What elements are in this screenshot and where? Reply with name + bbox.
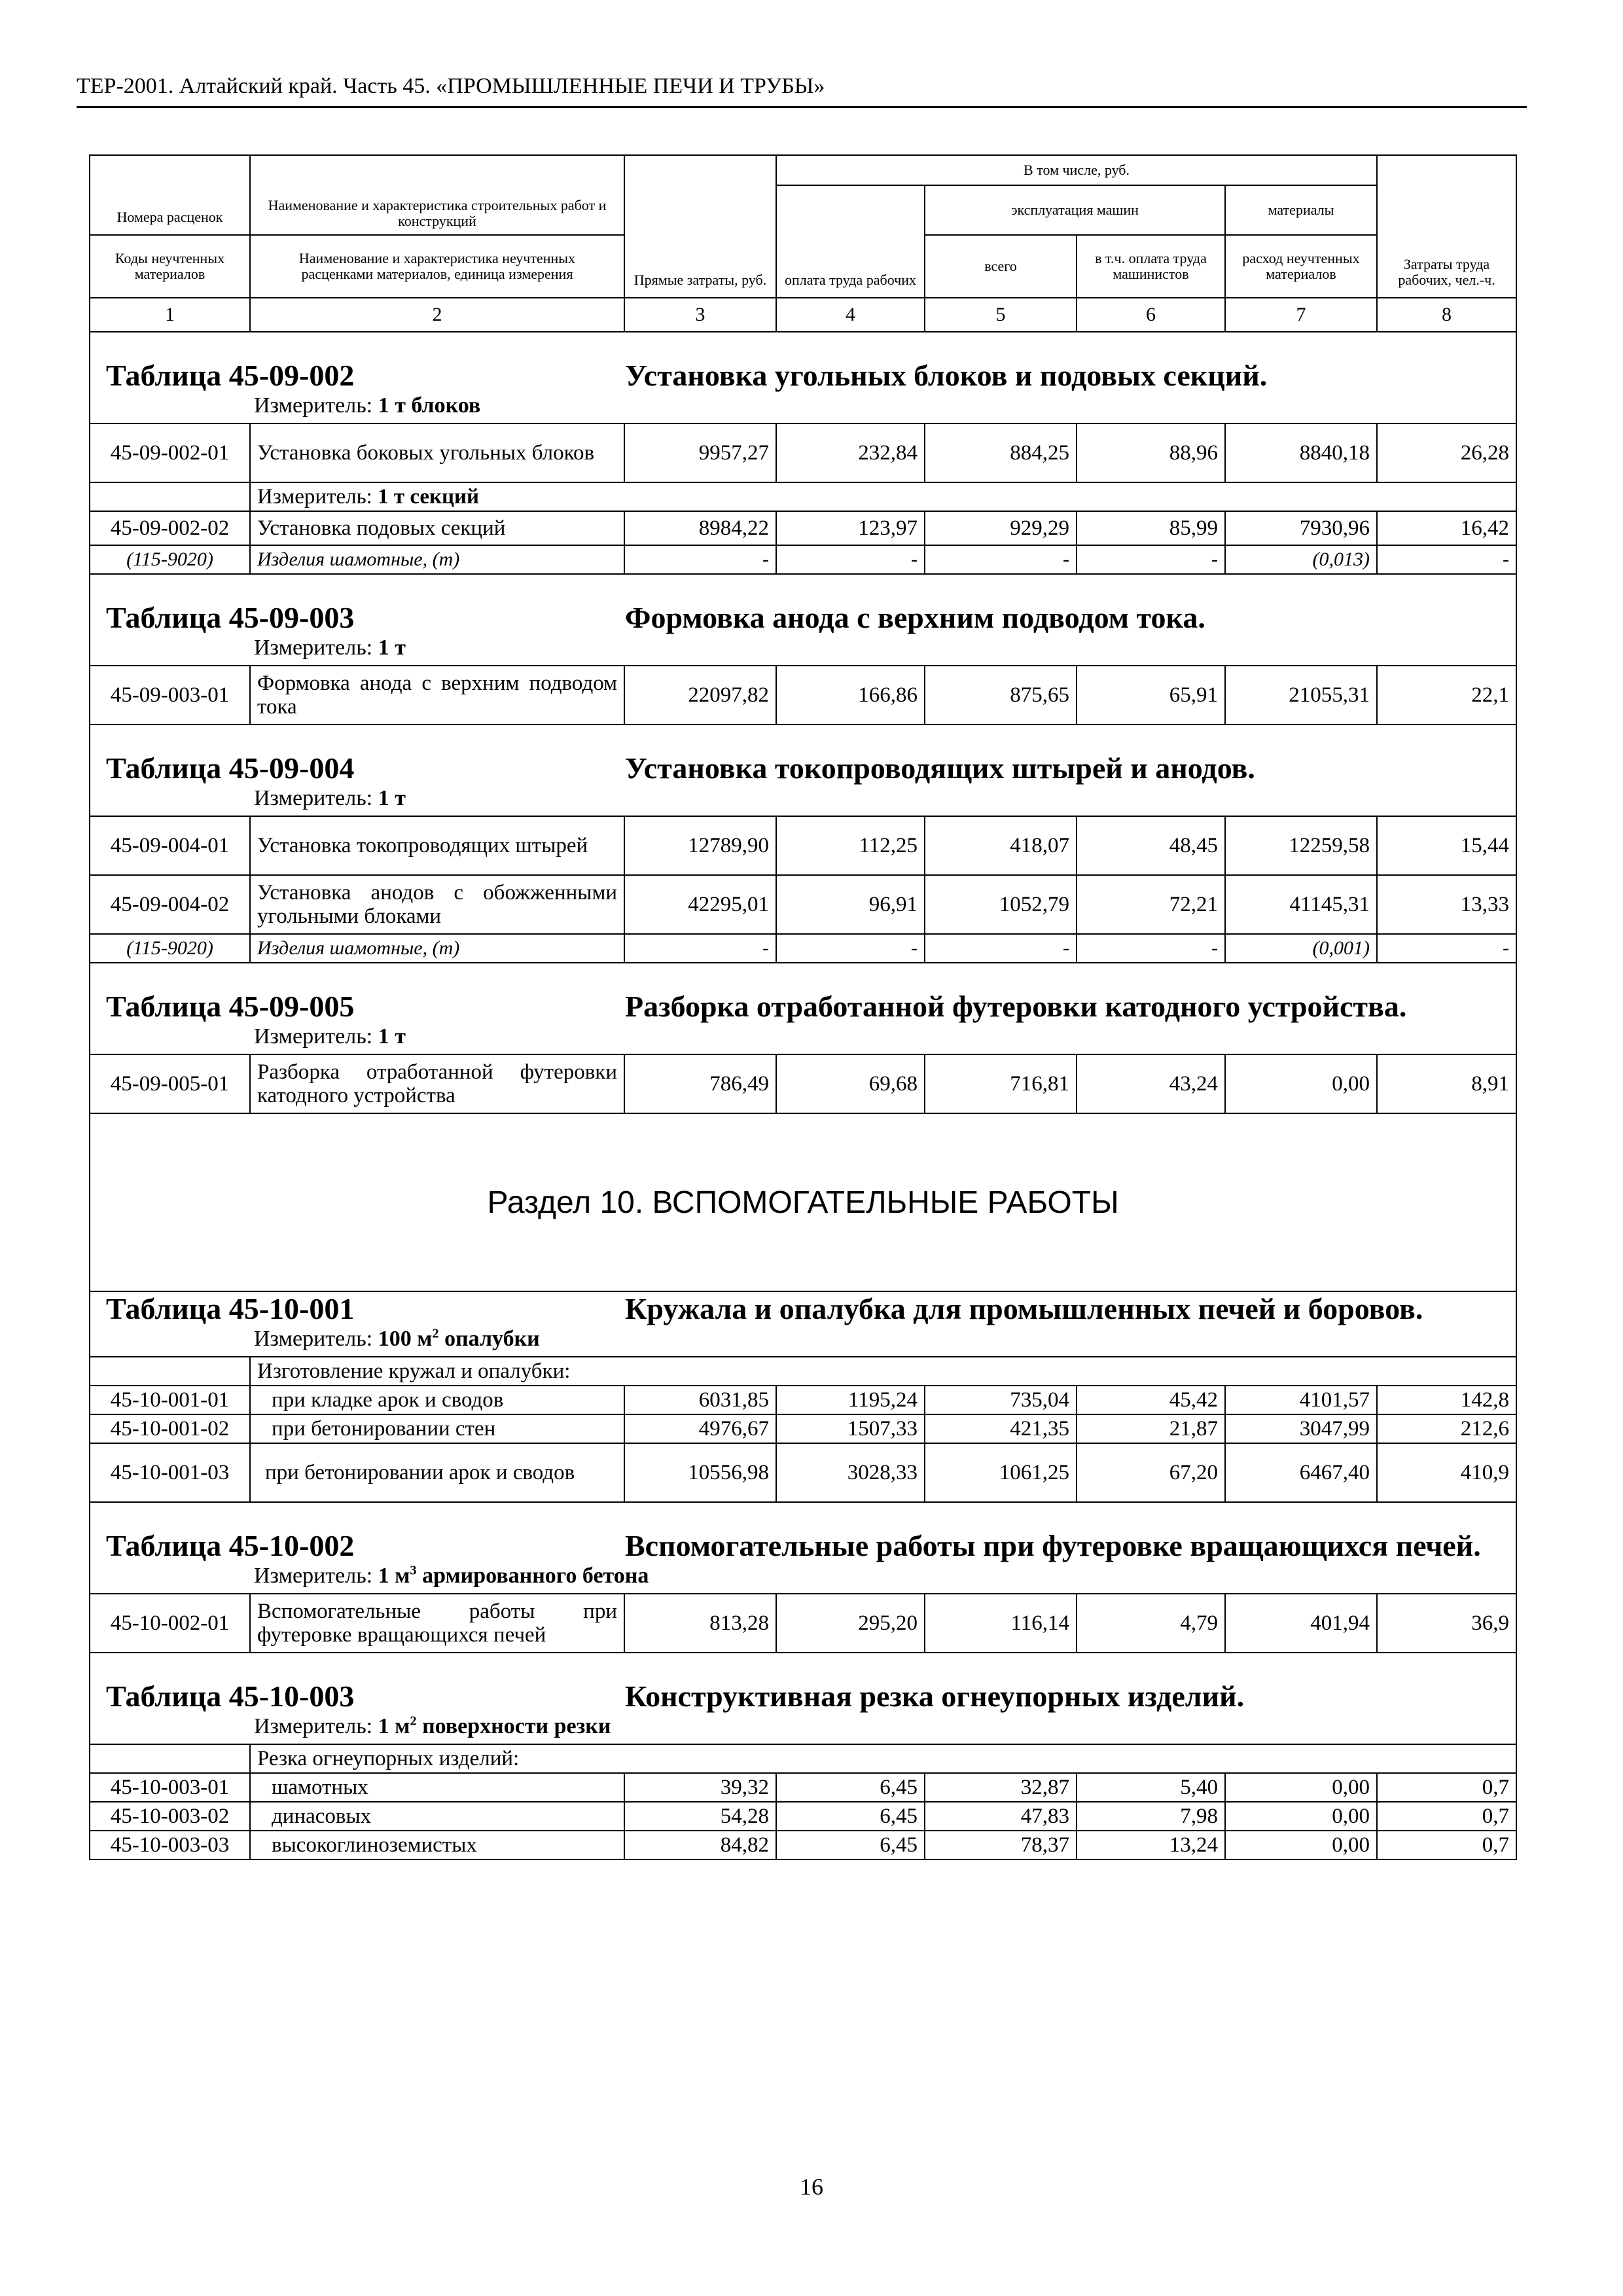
table-row (90, 1414, 1516, 1443)
cell-code: 45-10-003-01 (90, 1773, 250, 1802)
cell-materials: 401,94 (1225, 1594, 1377, 1653)
cell-machinists-pay: 72,21 (1077, 875, 1225, 934)
cell-name: Установка подовых секций (250, 511, 624, 545)
header-name-top: Наименование и характеристика строительных работ и конструкций (250, 155, 624, 235)
header-codes-bottom: Коды неучтенных материалов (90, 235, 250, 298)
cell-name: Установка токопроводящих штырей (250, 816, 624, 875)
cell-name: шамотных (250, 1773, 624, 1802)
cell-code: 45-09-005-01 (90, 1054, 250, 1113)
cell-labor-pay: - (776, 545, 925, 574)
table-title-block (90, 1502, 1516, 1594)
cell-labor-pay: 3028,33 (776, 1443, 925, 1502)
cell-machines-total: 116,14 (925, 1594, 1077, 1653)
measure-unit: Измеритель: 1 т блоков (254, 393, 481, 418)
table-title-block (90, 725, 1516, 816)
cell-machinists-pay: 5,40 (1077, 1773, 1225, 1802)
cell-labor-hours: 16,42 (1377, 511, 1516, 545)
section-title: Раздел 10. ВСПОМОГАТЕЛЬНЫЕ РАБОТЫ (90, 1113, 1516, 1291)
cell-code: (115-9020) (90, 545, 250, 574)
col-number: 6 (1077, 298, 1225, 332)
cell-direct-costs: - (624, 545, 776, 574)
table-row (90, 1443, 1516, 1502)
cell-labor-pay: - (776, 934, 925, 963)
cell-code: 45-10-003-03 (90, 1831, 250, 1859)
cell-direct-costs: 813,28 (624, 1594, 776, 1653)
table-number: Таблица 45-10-002 (106, 1529, 355, 1562)
cell-machines-total: - (925, 545, 1077, 574)
cell-machines-total: 735,04 (925, 1386, 1077, 1414)
cell-labor-hours: 13,33 (1377, 875, 1516, 934)
table-name: Установка токопроводящих штырей и анодов. (625, 751, 1255, 785)
cell-machines-total: 929,29 (925, 511, 1077, 545)
page-number: 16 (800, 2174, 823, 2200)
col-number: 5 (925, 298, 1077, 332)
table-number: Таблица 45-09-002 (106, 359, 355, 392)
cell-labor-pay: 6,45 (776, 1831, 925, 1859)
cell-direct-costs: 8984,22 (624, 511, 776, 545)
cell-machinists-pay: 67,20 (1077, 1443, 1225, 1502)
measure-unit: Измеритель: 1 т (254, 786, 406, 810)
cell-labor-pay: 1195,24 (776, 1386, 925, 1414)
cell-code: 45-10-001-02 (90, 1414, 250, 1443)
table-number: Таблица 45-10-001 (106, 1292, 355, 1325)
measure-unit: Измеритель: 1 $м^3$ армированного бетона (254, 1563, 649, 1588)
cell-code: 45-10-002-01 (90, 1594, 250, 1653)
header-labor-pay: оплата труда рабочих (776, 185, 925, 298)
table-number: Таблица 45-09-004 (106, 751, 355, 785)
header-materials-unaccounted: расход неучтенных материалов (1225, 235, 1377, 298)
cell-labor-hours: 26,28 (1377, 423, 1516, 482)
header-direct: Прямые затраты, руб. (624, 155, 776, 298)
cell-labor-hours: 22,1 (1377, 666, 1516, 725)
cell-name: Разборка отработанной футеровки катодного устройства (250, 1054, 624, 1113)
cell-machinists-pay: 13,24 (1077, 1831, 1225, 1859)
cell-machinists-pay: 48,45 (1077, 816, 1225, 875)
col-number: 7 (1225, 298, 1377, 332)
cell-labor-pay: 295,20 (776, 1594, 925, 1653)
header-codes-top: Номера расценок (90, 155, 250, 235)
cell-direct-costs: 12789,90 (624, 816, 776, 875)
table-row (90, 816, 1516, 875)
cell-machinists-pay: 43,24 (1077, 1054, 1225, 1113)
measure-unit: Измеритель: 1 т (254, 1024, 406, 1049)
cell-code: 45-10-001-01 (90, 1386, 250, 1414)
cell-labor-pay: 123,97 (776, 511, 925, 545)
table-row-material (90, 545, 1516, 574)
cell-direct-costs: - (624, 934, 776, 963)
cell-machinists-pay: 88,96 (1077, 423, 1225, 482)
table-row (90, 1773, 1516, 1802)
cell-name: при бетонировании стен (250, 1414, 624, 1443)
cell-direct-costs: 39,32 (624, 1773, 776, 1802)
col-number: 4 (776, 298, 925, 332)
cell-machines-total: 32,87 (925, 1773, 1077, 1802)
table-title-block (90, 574, 1516, 666)
cell-machines-total: 78,37 (925, 1831, 1077, 1859)
cell-materials: 0,00 (1225, 1802, 1377, 1831)
cell-materials: (0,013) (1225, 545, 1377, 574)
cell-direct-costs: 42295,01 (624, 875, 776, 934)
table-number: Таблица 45-09-005 (106, 990, 355, 1023)
header-materials: материалы (1225, 185, 1377, 235)
cell-labor-hours: - (1377, 934, 1516, 963)
cell-name: Формовка анода с верхним подводом тока (250, 666, 624, 725)
cell-machines-total: 884,25 (925, 423, 1077, 482)
cell-name: при бетонировании арок и сводов (250, 1443, 624, 1502)
cell-labor-hours: 212,6 (1377, 1414, 1516, 1443)
header-name-bottom: Наименование и характеристика неучтенных расценками материалов, единица измерения (250, 235, 624, 298)
cell-machines-total: 421,35 (925, 1414, 1077, 1443)
cell-labor-pay: 69,68 (776, 1054, 925, 1113)
cell-materials: 7930,96 (1225, 511, 1377, 545)
table-row (90, 1054, 1516, 1113)
cell-materials: 0,00 (1225, 1054, 1377, 1113)
header-incl: В том числе, руб. (776, 155, 1377, 185)
header-machines-pay: в т.ч. оплата труда машинистов (1077, 235, 1225, 298)
header-machines-total: всего (925, 235, 1077, 298)
cell-direct-costs: 4976,67 (624, 1414, 776, 1443)
cell-machines-total: 418,07 (925, 816, 1077, 875)
table-row-material (90, 934, 1516, 963)
cell-name: динасовых (250, 1802, 624, 1831)
cell-materials: (0,001) (1225, 934, 1377, 963)
cell-machines-total: 47,83 (925, 1802, 1077, 1831)
table-number: Таблица 45-09-003 (106, 601, 355, 634)
cell-code: 45-09-002-02 (90, 511, 250, 545)
header-machines: эксплуатация машин (925, 185, 1225, 235)
header-labor-cost: Затраты труда рабочих, чел.-ч. (1377, 155, 1516, 298)
cell-code: (115-9020) (90, 934, 250, 963)
cell-labor-pay: 112,25 (776, 816, 925, 875)
cell-name: Установка анодов с обожженными угольными блоками (250, 875, 624, 934)
cell-labor-hours: 15,44 (1377, 816, 1516, 875)
cell-code: 45-10-001-03 (90, 1443, 250, 1502)
running-header: ТЕР-2001. Алтайский край. Часть 45. «ПРОМЫШЛЕННЫЕ ПЕЧИ И ТРУБЫ» (77, 71, 1527, 108)
cell-machinists-pay: - (1077, 545, 1225, 574)
group-label: Изготовление кружал и опалубки: (250, 1357, 1516, 1386)
cell-machinists-pay: - (1077, 934, 1225, 963)
cell-code: 45-09-003-01 (90, 666, 250, 725)
cell-direct-costs: 9957,27 (624, 423, 776, 482)
cell-materials: 0,00 (1225, 1831, 1377, 1859)
cell-direct-costs: 6031,85 (624, 1386, 776, 1414)
table-name: Конструктивная резка огнеупорных изделий. (625, 1679, 1245, 1713)
cell-machinists-pay: 7,98 (1077, 1802, 1225, 1831)
table-row (90, 423, 1516, 482)
cell-labor-hours: 410,9 (1377, 1443, 1516, 1502)
cell-labor-hours: 36,9 (1377, 1594, 1516, 1653)
table-name: Формовка анода с верхним подводом тока. (625, 601, 1205, 634)
cell-machinists-pay: 21,87 (1077, 1414, 1225, 1443)
cell-direct-costs: 22097,82 (624, 666, 776, 725)
cell-labor-pay: 96,91 (776, 875, 925, 934)
cell-labor-pay: 166,86 (776, 666, 925, 725)
cell-direct-costs: 10556,98 (624, 1443, 776, 1502)
cell-code: 45-09-002-01 (90, 423, 250, 482)
col-number: 2 (250, 298, 624, 332)
cell-labor-hours: - (1377, 545, 1516, 574)
cell-labor-hours: 0,7 (1377, 1773, 1516, 1802)
cell-machinists-pay: 4,79 (1077, 1594, 1225, 1653)
table-row (90, 1594, 1516, 1653)
cell-materials: 0,00 (1225, 1773, 1377, 1802)
cell-direct-costs: 786,49 (624, 1054, 776, 1113)
table-title-block (90, 332, 1516, 423)
cell-name: Изделия шамотные, (т) (250, 934, 624, 963)
cell-labor-pay: 232,84 (776, 423, 925, 482)
cell-code: 45-09-004-01 (90, 816, 250, 875)
price-table (89, 154, 1517, 1860)
cell-machinists-pay: 45,42 (1077, 1386, 1225, 1414)
table-name: Разборка отработанной футеровки катодного устройства. (625, 990, 1407, 1023)
cell-direct-costs: 54,28 (624, 1802, 776, 1831)
cell-direct-costs: 84,82 (624, 1831, 776, 1859)
table-row (90, 1802, 1516, 1831)
cell-machines-total: 875,65 (925, 666, 1077, 725)
table-row (90, 875, 1516, 934)
table-row (90, 666, 1516, 725)
table-row (90, 511, 1516, 545)
table-title-block (90, 963, 1516, 1054)
cell-labor-pay: 6,45 (776, 1802, 925, 1831)
table-name: Кружала и опалубка для промышленных печей и боровов. (625, 1292, 1423, 1325)
cell-name: Изделия шамотные, (т) (250, 545, 624, 574)
measure-unit: Измеритель: 1 т секций (250, 482, 1516, 511)
cell-name: высокоглиноземистых (250, 1831, 624, 1859)
cell-labor-hours: 142,8 (1377, 1386, 1516, 1414)
cell-machines-total: 1052,79 (925, 875, 1077, 934)
cell-labor-hours: 0,7 (1377, 1802, 1516, 1831)
cell-name: Вспомогательные работы при футеровке вращающихся печей (250, 1594, 624, 1653)
table-name: Установка угольных блоков и подовых секций. (625, 359, 1268, 392)
cell-code: 45-09-004-02 (90, 875, 250, 934)
table-number: Таблица 45-10-003 (106, 1679, 355, 1713)
cell-name: при кладке арок и сводов (250, 1386, 624, 1414)
cell-materials: 4101,57 (1225, 1386, 1377, 1414)
cell-labor-pay: 6,45 (776, 1773, 925, 1802)
cell-materials: 21055,31 (1225, 666, 1377, 725)
col-number: 8 (1377, 298, 1516, 332)
cell-materials: 8840,18 (1225, 423, 1377, 482)
measure-unit: Измеритель: 1 т (254, 636, 406, 660)
cell-materials: 12259,58 (1225, 816, 1377, 875)
measure-unit: Измеритель: 1 $м^2$ поверхности резки (254, 1713, 611, 1738)
table-row (90, 1386, 1516, 1414)
cell-machines-total: 716,81 (925, 1054, 1077, 1113)
col-number: 1 (90, 298, 250, 332)
cell-machines-total: - (925, 934, 1077, 963)
cell-materials: 3047,99 (1225, 1414, 1377, 1443)
cell-machinists-pay: 85,99 (1077, 511, 1225, 545)
cell-materials: 6467,40 (1225, 1443, 1377, 1502)
cell-materials: 41145,31 (1225, 875, 1377, 934)
group-label: Резка огнеупорных изделий: (250, 1744, 1516, 1773)
col-number: 3 (624, 298, 776, 332)
table-row (90, 1831, 1516, 1859)
cell-code: 45-10-003-02 (90, 1802, 250, 1831)
table-name: Вспомогательные работы при футеровке вращающихся печей. (625, 1529, 1481, 1562)
table-title-block (90, 1291, 1516, 1357)
cell-name: Установка боковых угольных блоков (250, 423, 624, 482)
measure-unit: Измеритель: 100 $м^2$ опалубки (254, 1326, 540, 1351)
table-title-block (90, 1653, 1516, 1744)
cell-machines-total: 1061,25 (925, 1443, 1077, 1502)
cell-machinists-pay: 65,91 (1077, 666, 1225, 725)
cell-labor-hours: 0,7 (1377, 1831, 1516, 1859)
cell-labor-hours: 8,91 (1377, 1054, 1516, 1113)
cell-labor-pay: 1507,33 (776, 1414, 925, 1443)
